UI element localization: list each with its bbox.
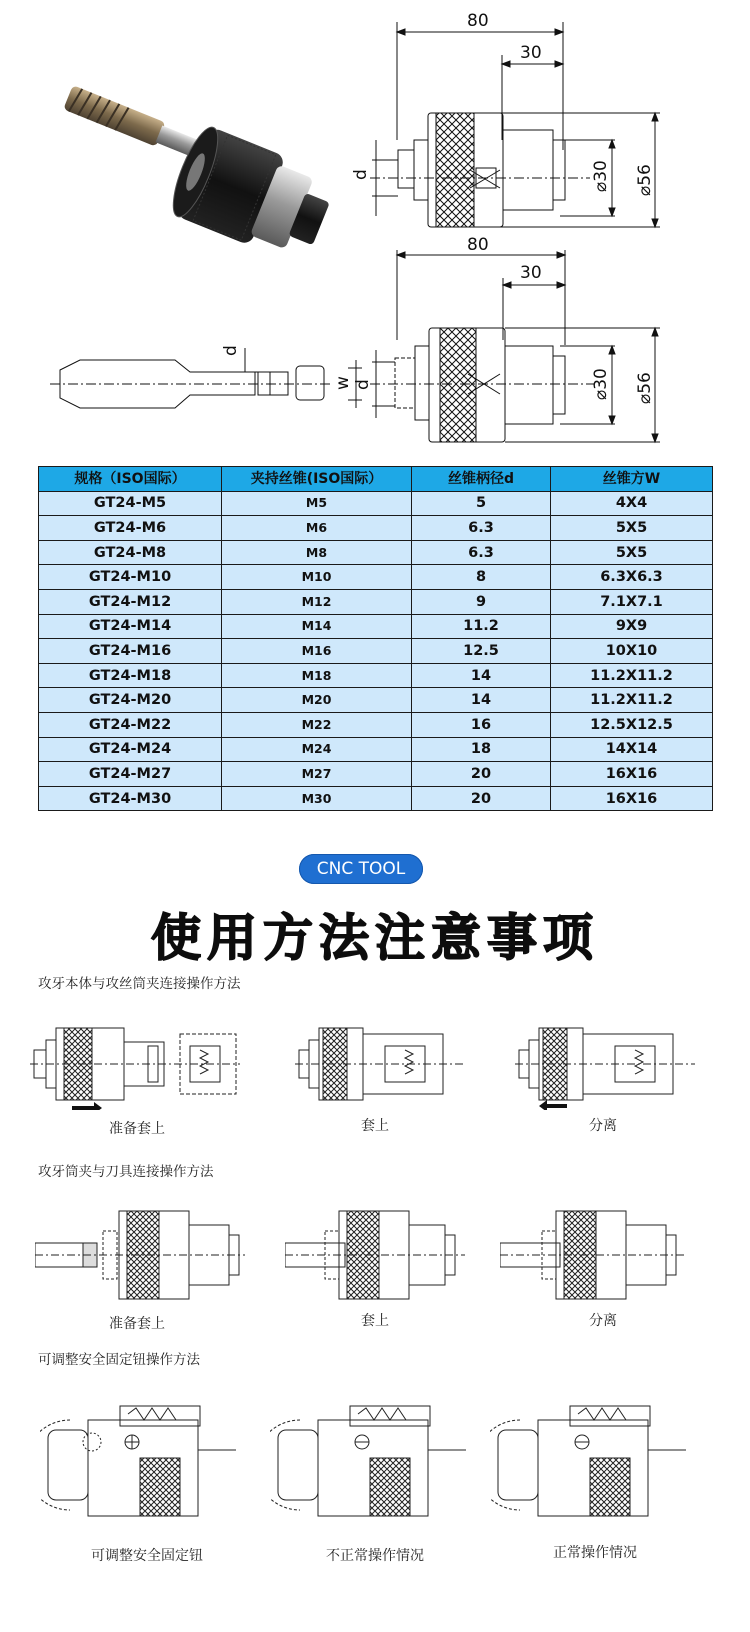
section2-figure-prepare <box>35 1205 245 1305</box>
table-row <box>39 589 713 614</box>
cell-d: 14 <box>412 663 551 688</box>
cell-spec: GT24-M6 <box>39 516 222 541</box>
dim-d56-label-2: ⌀56 <box>635 372 655 404</box>
cell-w: 5X5 <box>551 540 713 565</box>
cell-spec: GT24-M8 <box>39 540 222 565</box>
product-section <box>0 0 750 465</box>
section3-figure-adjust <box>40 1400 240 1520</box>
cell-w: 14X14 <box>551 737 713 762</box>
header-square-w: 丝锥方W <box>551 467 713 492</box>
cell-w: 12.5X12.5 <box>551 712 713 737</box>
usage-title: 使用方法注意事项 <box>151 909 599 967</box>
section1-caption-separate: 分离 <box>589 1118 617 1134</box>
cell-tap: M16 <box>222 639 412 664</box>
cell-d: 11.2 <box>412 614 551 639</box>
cell-tap: M6 <box>222 516 412 541</box>
cell-w: 7.1X7.1 <box>551 589 713 614</box>
cell-spec: GT24-M12 <box>39 589 222 614</box>
cell-d: 6.3 <box>412 516 551 541</box>
cell-spec: GT24-M18 <box>39 663 222 688</box>
cell-w: 11.2X11.2 <box>551 663 713 688</box>
section2-figure-fit <box>285 1205 465 1305</box>
cell-tap: M27 <box>222 762 412 787</box>
section3-caption-normal: 正常操作情况 <box>553 1545 637 1561</box>
cell-spec: GT24-M16 <box>39 639 222 664</box>
dim-30-label: 30 <box>520 43 542 63</box>
cell-tap: M5 <box>222 491 412 516</box>
header-shank-d: 丝锥柄径d <box>412 467 551 492</box>
cell-d: 14 <box>412 688 551 713</box>
cell-d: 18 <box>412 737 551 762</box>
cell-w: 5X5 <box>551 516 713 541</box>
section1-caption-prepare: 准备套上 <box>109 1121 165 1137</box>
cell-tap: M12 <box>222 589 412 614</box>
section2-heading: 攻牙筒夹与刀具连接操作方法 <box>38 1164 214 1180</box>
section3-figure-abnormal <box>270 1400 470 1520</box>
dim-80-label: 80 <box>467 11 489 31</box>
table-row <box>39 712 713 737</box>
cell-tap: M8 <box>222 540 412 565</box>
section1-caption-fit: 套上 <box>361 1118 389 1134</box>
table-row <box>39 540 713 565</box>
section2-caption-fit: 套上 <box>361 1313 389 1329</box>
cell-tap: M30 <box>222 786 412 811</box>
cell-spec: GT24-M10 <box>39 565 222 590</box>
cell-d: 20 <box>412 762 551 787</box>
cell-tap: M18 <box>222 663 412 688</box>
table-header-row <box>39 467 713 492</box>
section3-caption-adjust: 可调整安全固定钮 <box>91 1548 203 1564</box>
header-tap: 夹持丝锥(ISO国际） <box>222 467 412 492</box>
dimension-drawing-top <box>340 0 750 240</box>
spec-table <box>38 466 713 811</box>
dim-d-label: d <box>351 169 371 180</box>
section2-caption-prepare: 准备套上 <box>109 1316 165 1332</box>
cell-spec: GT24-M27 <box>39 762 222 787</box>
table-row <box>39 737 713 762</box>
cell-w: 6.3X6.3 <box>551 565 713 590</box>
cell-w: 11.2X11.2 <box>551 688 713 713</box>
cell-spec: GT24-M24 <box>39 737 222 762</box>
section1-figure-prepare <box>30 1020 240 1110</box>
table-row <box>39 639 713 664</box>
section1-figure-fit <box>295 1020 465 1110</box>
dim-d-label-2: d <box>353 379 373 390</box>
cell-spec: GT24-M5 <box>39 491 222 516</box>
dim-w-label: w <box>333 376 353 390</box>
table-row <box>39 614 713 639</box>
section3-figure-normal <box>490 1400 690 1520</box>
section3-heading: 可调整安全固定钮操作方法 <box>38 1352 200 1368</box>
table-row <box>39 663 713 688</box>
dimension-drawing-bottom <box>40 230 750 455</box>
cell-tap: M10 <box>222 565 412 590</box>
cell-tap: M24 <box>222 737 412 762</box>
dim-d-tap-label: d <box>221 345 241 356</box>
table-row <box>39 565 713 590</box>
cell-d: 9 <box>412 589 551 614</box>
dim-d30-label-2: ⌀30 <box>591 368 611 400</box>
table-row <box>39 516 713 541</box>
cell-tap: M14 <box>222 614 412 639</box>
cell-w: 16X16 <box>551 786 713 811</box>
cell-d: 16 <box>412 712 551 737</box>
cell-w: 4X4 <box>551 491 713 516</box>
section2-caption-separate: 分离 <box>589 1313 617 1329</box>
cell-w: 16X16 <box>551 762 713 787</box>
cell-spec: GT24-M22 <box>39 712 222 737</box>
cell-spec: GT24-M14 <box>39 614 222 639</box>
dim-d56-label: ⌀56 <box>635 164 655 196</box>
cell-d: 6.3 <box>412 540 551 565</box>
section2-figure-separate <box>500 1205 685 1305</box>
cnc-tool-badge: CNC TOOL <box>299 854 423 884</box>
header-spec: 规格（ISO国际） <box>39 467 222 492</box>
table-row <box>39 491 713 516</box>
cell-spec: GT24-M20 <box>39 688 222 713</box>
section1-heading: 攻牙本体与攻丝筒夹连接操作方法 <box>38 976 241 992</box>
table-row <box>39 688 713 713</box>
dim-30-label-2: 30 <box>520 263 542 283</box>
cell-d: 5 <box>412 491 551 516</box>
table-row <box>39 762 713 787</box>
cell-d: 8 <box>412 565 551 590</box>
cell-spec: GT24-M30 <box>39 786 222 811</box>
cell-tap: M20 <box>222 688 412 713</box>
cell-tap: M22 <box>222 712 412 737</box>
cell-w: 9X9 <box>551 614 713 639</box>
cell-d: 20 <box>412 786 551 811</box>
cell-w: 10X10 <box>551 639 713 664</box>
section1-figure-separate <box>515 1020 695 1110</box>
dim-80-label-2: 80 <box>467 235 489 255</box>
cell-d: 12.5 <box>412 639 551 664</box>
section3-caption-abnormal: 不正常操作情况 <box>326 1548 424 1564</box>
table-row <box>39 786 713 811</box>
dim-d30-label: ⌀30 <box>591 160 611 192</box>
